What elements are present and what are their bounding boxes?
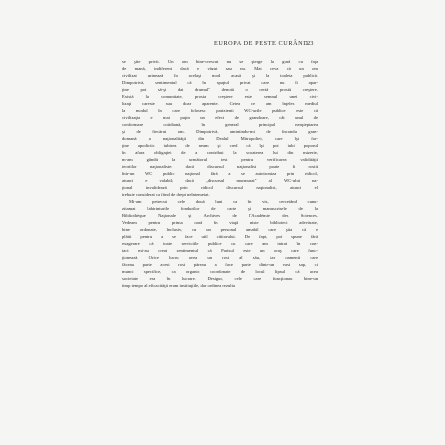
text-line: la modul în care folosesc parizienii WC-urile publice este că — [122, 108, 318, 113]
text-line: exagerare că toate serviciile publice cu care am intrat în con- — [122, 241, 318, 246]
text-line: m-am gândit la următorul test pentru verificarea validităţii — [122, 157, 318, 162]
text-line: civilizaţia e mai puţin un efect de grandoare, cât unul de — [122, 115, 318, 120]
text-line: ţine pot să-şi dai drumul" denotă o certă prostă creştere. — [122, 87, 318, 92]
text-line: munci specifice, ca organic coordonate de locul lipsul că acea — [122, 269, 318, 274]
text-line: de mană, indiferent dacă e văzut sau nu. Mai ceva că un om — [122, 66, 318, 71]
text-line: ţional invalidează prin ridicol discursul naţionalist, atunci el — [122, 185, 318, 190]
running-head-title: EUROPA DE PESTE CURÂND — [214, 40, 309, 47]
text-line: ţine apodictic iubirea de neam şi cred că îşi pot iubi poporul — [122, 143, 318, 148]
text-line: societate era în lucrare. Desigur, cele care funcţionau bine-un — [122, 276, 318, 281]
text-line: în afara obligaţiei de a contribui la scoaterea lui din mizerie, — [122, 150, 318, 155]
text-line: Bibliothèque Naţionale şi Archives de l'Académie des Sciences. — [122, 213, 318, 218]
text-line: Dimpotrivă, sentimentul că în spaţiul privat care nu îi apar- — [122, 80, 318, 85]
paragraph — [122, 198, 318, 289]
page-number: 23 — [307, 40, 314, 47]
text-line: lizaţi careste suu doar aparente. Cetea ce am înţeles mediul — [122, 101, 318, 106]
text-line: timp tempo al eficacităţii eram instituţiile, dar ordinea rezulta — [122, 283, 235, 288]
text-line: teoriilor naţionaliste: dacă discursul naţionalist poate fi rostit — [122, 164, 318, 169]
text-line: atunci e valabil; dacă „discursul murmurat" al WC-ului na- — [122, 178, 318, 183]
text-line: domană a naţionalităţii din Dealul Mitropoliei, care îşi for- — [122, 136, 318, 141]
text-line: Există la comunitate, prosta creştere este semnul unei civi- — [122, 94, 318, 99]
text-line: bine ordonate, înclusiv, cu un personal amabil care ştia că e — [122, 227, 318, 232]
paragraph — [122, 58, 318, 198]
text-line: făceau parte acest rost păreau a face parte dintr-un vast sap, ci — [122, 262, 318, 267]
text-line: tact mi-au creat sentimentul că Parisul este un oraş care func- — [122, 248, 318, 253]
text-line: într-un WC public naţional fără a se autoironiza prin ridicol, — [122, 171, 318, 176]
text-line: se ştie privit. Un om bine-crescut nu se şterge la gură cu faţa — [122, 59, 318, 64]
text-line: zitamat labirinturile fondurilor de carte şi manuscrisele de la — [122, 206, 318, 211]
text-line: civilizat urinează în acelaşi mod acasă şi la toaleta publică. — [122, 73, 318, 78]
text-line: Mi-am petrecut cele două luni ca în vis, cercetând cunu- — [129, 199, 318, 204]
text-line: Vedeam pentru prima oară în viaţă niste biblioteci adevărate, — [122, 220, 318, 225]
text-line: şi de fiecărui om. Dimpotrivă, amintindu-mi de încondu gran- — [122, 129, 318, 134]
body-text — [122, 58, 318, 289]
text-line: ţionează. Orice lucru avea un rost al său, iar oamenii care — [122, 255, 318, 260]
text-line: conformare cotidiană, în general principal neaşteptarea — [122, 122, 318, 127]
running-head — [0, 40, 445, 52]
text-line: trebuie considerat ca fiind de drept neîntemeiat. — [122, 192, 210, 197]
text-line: plătit pentru a se face util cititorului. De fapt, pot spune fără — [122, 234, 318, 239]
